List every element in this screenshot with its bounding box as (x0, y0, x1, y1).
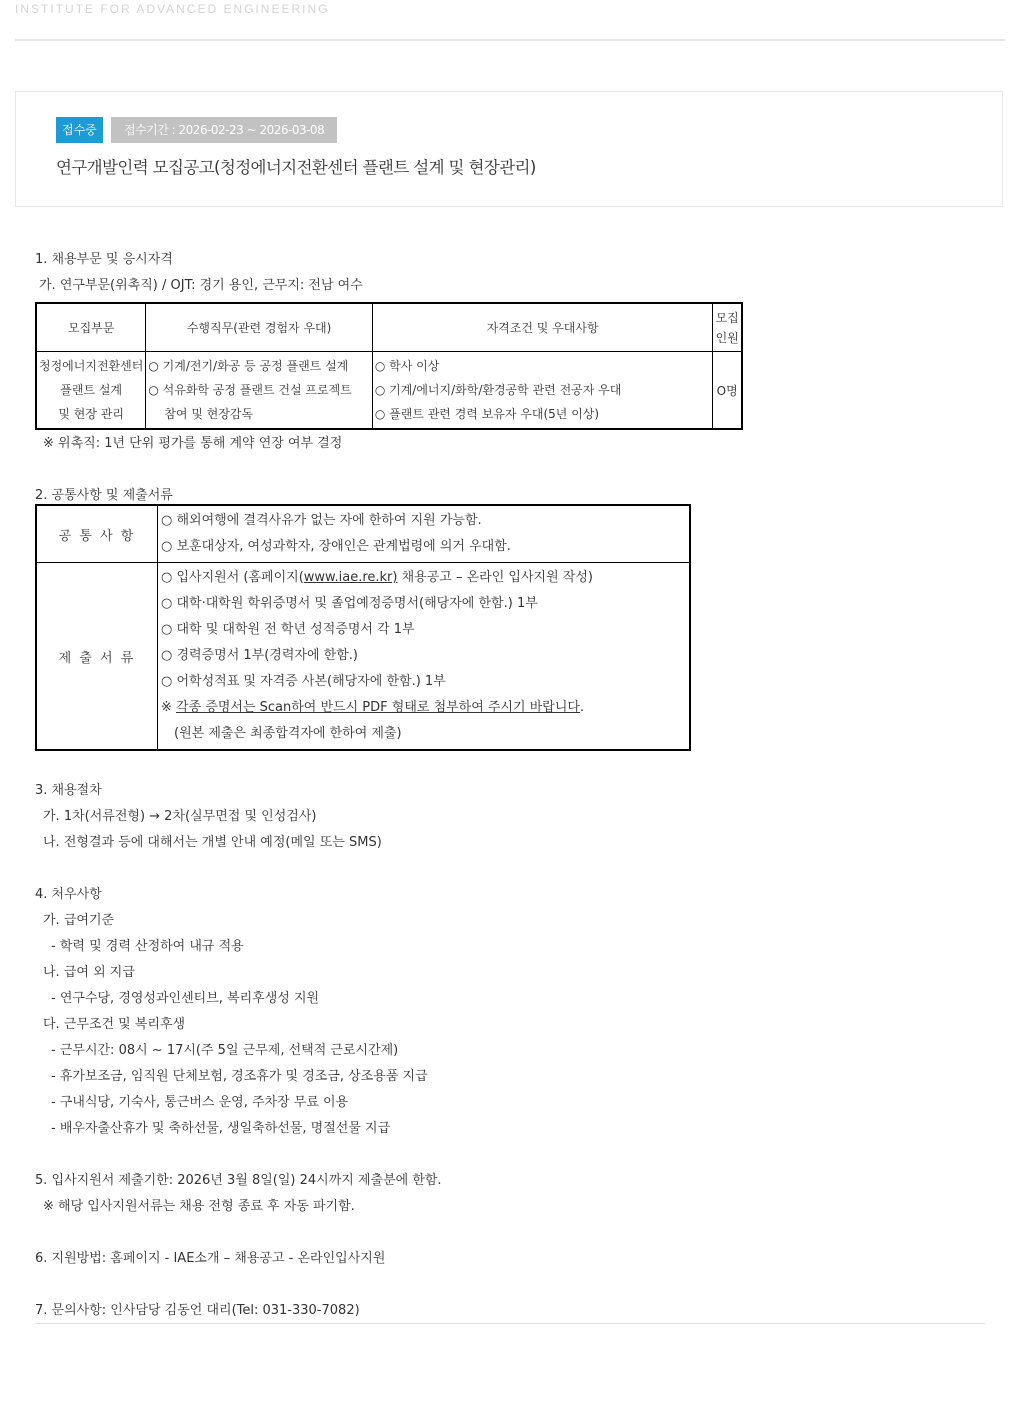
department-line: 청정에너지전환센터 (39, 359, 144, 373)
table-row (36, 505, 690, 563)
section4-a1: - 학력 및 경력 산정하여 내규 적용 (51, 939, 244, 954)
documents-line: ○ 대학 및 대학원 전 학년 성적증명서 각 1부 (161, 622, 415, 637)
header-department: 모집부문 (36, 303, 146, 352)
documents-line (161, 565, 686, 591)
section4-c-line: - 휴가보조금, 임직원 단체보험, 경조휴가 및 경조금, 상조용품 지급 (51, 1069, 428, 1084)
section3-line: 가. 1차(서류전형) → 2차(실무면접 및 인성검사) (43, 809, 317, 824)
section4-b1: - 연구수당, 경영성과인센티브, 복리후생성 지원 (51, 991, 320, 1006)
documents-line: ○ 대학·대학원 학위증명서 및 졸업예정증명서(해당자에 한함.) 1부 (161, 596, 538, 611)
duty-line: ○ 기계/전기/화공 등 공정 플랜트 설계 (148, 359, 349, 373)
status-badge: 접수중 (56, 117, 103, 143)
section1-sub: 가. 연구부문(위촉직) / OJT: 경기 용인, 근무지: 전남 여수 (39, 278, 363, 293)
note-mark: ※ (161, 700, 177, 715)
notice-body (35, 250, 985, 1324)
section4-heading: 4. 처우사항 (35, 887, 102, 902)
section5-note: ※ 해당 입사지원서류는 채용 전형 종료 후 자동 파기함. (43, 1199, 355, 1214)
department-line: 및 현장 관리 (58, 407, 124, 421)
qualification-line: ○ 기계/에너지/화학/환경공학 관련 전공자 우대 (374, 383, 622, 397)
documents-note2: (원본 제출은 최종합격자에 한하여 제출) (174, 726, 402, 741)
pdf-requirement-note: 각종 증명서는 Scan하여 반드시 PDF 형태로 첨부하여 주시기 바랍니다 (176, 700, 580, 715)
notice-summary (15, 91, 1003, 207)
section1-heading: 1. 채용부문 및 응시자격 (35, 252, 173, 267)
header-headcount-line1: 모집 (715, 310, 739, 325)
qualification-line: ○ 플랜트 관련 경력 보유자 우대(5년 이상) (374, 407, 600, 421)
recruitment-table-header (36, 303, 742, 352)
headcount-cell: O명 (713, 352, 742, 430)
documents-note (161, 695, 686, 721)
header-duty: 수행직무(관련 경험자 우대) (146, 303, 372, 352)
section4-c-line: - 근무시간: 08시 ~ 17시(주 5일 근무제, 선택적 근로시간제) (51, 1043, 399, 1058)
section1-note: ※ 위촉직: 1년 단위 평가를 통해 계약 연장 여부 결정 (43, 436, 343, 451)
department-line: 플랜트 설계 (60, 383, 123, 397)
requirements-table (35, 504, 691, 751)
homepage-link[interactable]: www.iae.re.kr) (303, 570, 398, 585)
qualification-line: ○ 학사 이상 (374, 359, 440, 373)
documents-cell (158, 563, 691, 751)
header-divider (15, 39, 1005, 41)
documents-line: ○ 어학성적표 및 자격증 사본(해당자에 한함.) 1부 (161, 674, 446, 689)
documents-line: ○ 경력증명서 1부(경력자에 한함.) (161, 648, 358, 663)
section7-heading: 7. 문의사항: 인사담당 김동언 대리(Tel: 031-330-7082) (35, 1303, 360, 1318)
notice-title: 연구개발인력 모집공고(청정에너지전환센터 플랜트 설계 및 현장관리) (56, 158, 536, 177)
documents-line1-suffix: 채용공고 – 온라인 입사지원 작성) (397, 570, 593, 585)
section6-heading: 6. 지원방법: 홈페이지 - IAE소개 – 채용공고 - 온라인입사지원 (35, 1251, 386, 1266)
section4-c-line: - 구내식당, 기숙사, 통근버스 운영, 주차장 무료 이용 (51, 1095, 349, 1110)
section3-line: 나. 전형결과 등에 대해서는 개별 안내 예정(메일 또는 SMS) (43, 835, 382, 850)
duty-cell (146, 352, 372, 430)
common-label: 공 통 사 항 (36, 505, 158, 563)
header-headcount (713, 303, 742, 352)
duty-line: 참여 및 현장감독 (164, 407, 254, 421)
common-line: ○ 보훈대상자, 여성과학자, 장애인은 관계법령에 의거 우대함. (161, 539, 511, 554)
site-name: INSTITUTE FOR ADVANCED ENGINEERING (15, 2, 330, 16)
note-end: . (579, 700, 585, 715)
recruitment-table (35, 302, 743, 430)
common-cell (158, 505, 691, 563)
section5-heading: 5. 입사지원서 제출기한: 2026년 3월 8일(일) 24시까지 제출분에 한함. (35, 1173, 442, 1188)
table-row (36, 563, 690, 751)
common-line: ○ 해외여행에 결격사유가 없는 자에 한하여 지원 가능함. (161, 513, 482, 528)
section4-a: 가. 급여기준 (43, 913, 115, 928)
section3-heading: 3. 채용절차 (35, 783, 102, 798)
header-headcount-line2: 인원 (715, 330, 739, 345)
documents-label: 제 출 서 류 (36, 563, 158, 751)
section4-b: 나. 급여 외 지급 (43, 965, 135, 980)
qualification-cell (372, 352, 713, 430)
duty-line: ○ 석유화학 공정 플랜트 건설 프로젝트 (148, 383, 352, 397)
documents-line1-prefix: ○ 입사지원서 (홈페이지( (161, 570, 304, 585)
header-qualification: 자격조건 및 우대사항 (372, 303, 713, 352)
table-row (36, 352, 742, 430)
department-cell (36, 352, 146, 430)
content-bottom-divider (35, 1323, 985, 1324)
section4-c: 다. 근무조건 및 복리후생 (43, 1017, 186, 1032)
application-period-badge: 접수기간 : 2026-02-23 ~ 2026-03-08 (111, 117, 337, 143)
section4-c-line: - 배우자출산휴가 및 축하선물, 생일축하선물, 명절선물 지급 (51, 1121, 391, 1136)
section2-heading: 2. 공통사항 및 제출서류 (35, 488, 173, 503)
